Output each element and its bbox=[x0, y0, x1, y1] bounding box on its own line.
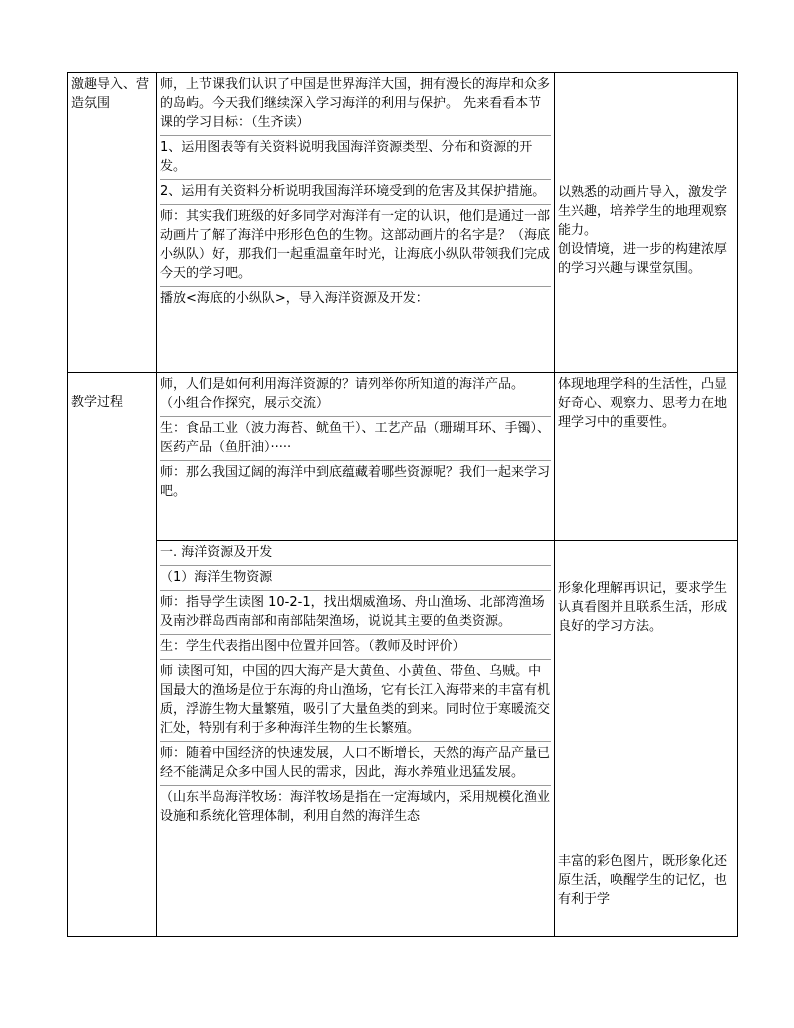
paragraph: 2、运用有关资料分析说明我国海洋环境受到的危害及其保护措施。 bbox=[160, 180, 551, 205]
lesson-plan-table bbox=[67, 72, 738, 937]
paragraph: 师，人们是如何利用海洋资源的？请列举你所知道的海洋产品。 （小组合作探究，展示交流） bbox=[160, 373, 551, 417]
stage-label: 教学过程 bbox=[71, 395, 124, 410]
paragraph: 师：指导学生读图 10-2-1，找出烟威渔场、舟山渔场、北部湾渔场及南沙群岛西南部和南部陆架渔场，说说其主要的鱼类资源。 bbox=[160, 591, 551, 635]
paragraph: 播放<海底的小纵队>，导入海洋资源及开发： bbox=[160, 291, 429, 306]
paragraph: （山东半岛海洋牧场：海洋牧场是指在一定海域内，采用规模化渔业设施和系统化管理体制，利用自然的海洋生态 bbox=[160, 790, 551, 824]
paragraph: 生：学生代表指出图中位置并回答。（教师及时评价） bbox=[160, 635, 551, 660]
paragraph: 生：食品工业（波力海苔、鱿鱼干）、工艺产品（珊瑚耳环、手镯）、医药产品（鱼肝油）····· bbox=[160, 417, 551, 461]
paragraph: 1、运用图表等有关资料说明我国海洋资源类型、分布和资源的开发。 bbox=[160, 136, 551, 180]
activity-cell bbox=[157, 541, 555, 937]
stage-cell bbox=[68, 373, 157, 937]
paragraph: 一. 海洋资源及开发 bbox=[160, 541, 551, 566]
intent-text: 以熟悉的动画片导入，激发学生兴趣，培养学生的地理观察能力。 bbox=[558, 185, 728, 238]
intent-text: 形象化理解再识记，要求学生认真看图并且联系生活，形成良好的学习方法。 bbox=[558, 581, 728, 634]
stage-cell bbox=[68, 73, 157, 373]
intent-cell bbox=[555, 541, 738, 937]
paragraph: 师：那么我国辽阔的海洋中到底蕴藏着哪些资源呢？我们一起来学习吧。 bbox=[160, 465, 551, 499]
activity-cell bbox=[157, 73, 555, 373]
stage-label: 激趣导入、营造氛围 bbox=[71, 77, 150, 111]
paragraph: 师，上节课我们认识了中国是世界海洋大国，拥有漫长的海岸和众多的岛屿。今天我们继续深入学习海洋的利用与保护。 先来看看本节课的学习目标：（生齐读） bbox=[160, 73, 551, 136]
intent-text: 丰富的彩色图片，既形象化还原生活，唤醒学生的记忆，也有利于学 bbox=[558, 854, 728, 907]
intent-cell bbox=[555, 373, 738, 541]
intent-text: 创设情境，进一步的构建浓厚的学习兴趣与课堂氛围。 bbox=[558, 242, 728, 276]
table-row bbox=[68, 73, 738, 373]
intent-text: 体现地理学科的生活性，凸显好奇心、观察力、思考力在地理学习中的重要性。 bbox=[558, 377, 728, 430]
table-row bbox=[68, 373, 738, 541]
paragraph: 师：其实我们班级的好多同学对海洋有一定的认识，他们是通过一部动画片了解了海洋中形形色色的生物。这部动画片的名字是？（海底小纵队）好，那我们一起重温童年时光，让海底小纵队带领我们完成今天的学习吧。 bbox=[160, 205, 551, 287]
paragraph: （1）海洋生物资源 bbox=[160, 566, 551, 591]
intent-cell bbox=[555, 73, 738, 373]
activity-cell bbox=[157, 373, 555, 541]
paragraph: 师：随着中国经济的快速发展，人口不断增长，天然的海产品产量已经不能满足众多中国人民的需求，因此，海水养殖业迅猛发展。 bbox=[160, 742, 551, 786]
table-row bbox=[68, 541, 738, 937]
paragraph: 师 读图可知，中国的四大海产是大黄鱼、小黄鱼、带鱼、乌贼。中国最大的渔场是位于东海的舟山渔场，它有长江入海带来的丰富有机质，浮游生物大量繁殖，吸引了大量鱼类的到来。同时位于寒暖流交汇处，特别有利于多种海洋生物的生长繁殖。 bbox=[160, 660, 551, 742]
